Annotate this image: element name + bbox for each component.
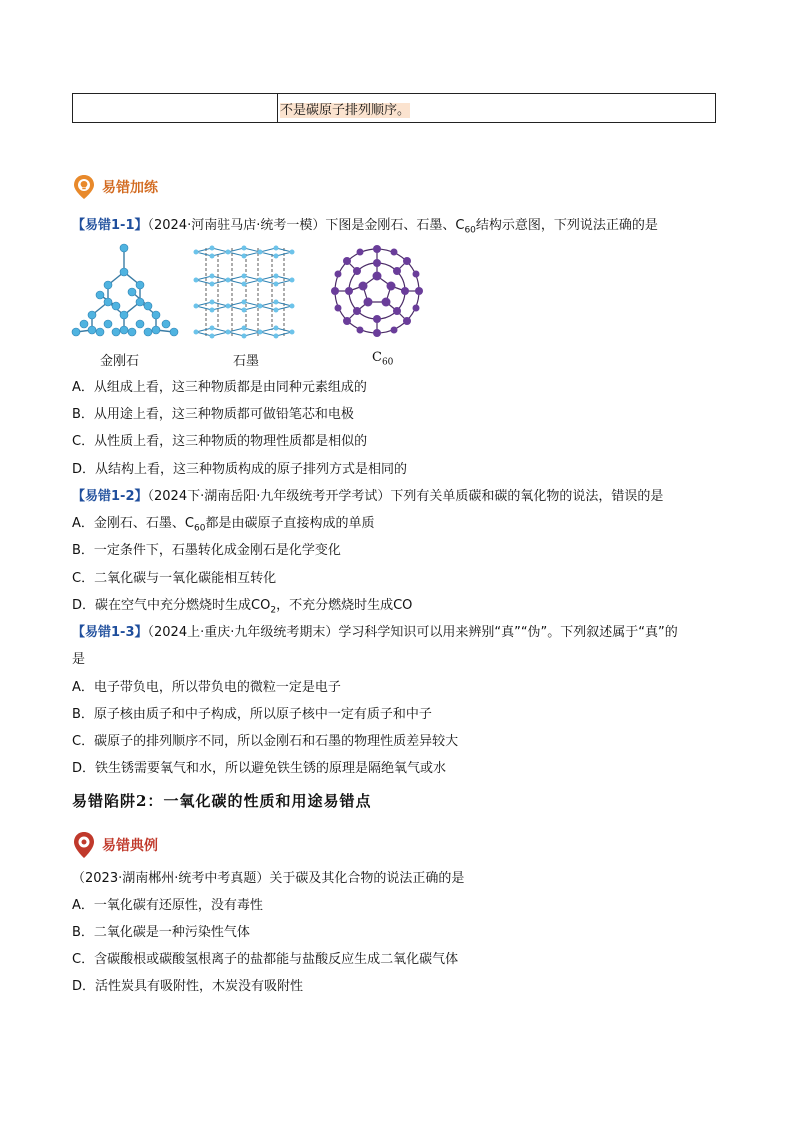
q3-stem-continued: 是 [72,652,86,667]
example-option-c: C．含碳酸根或碳酸氢根离子的盐都能与盐酸反应生成二氧化碳气体 [72,952,459,967]
c60-caption: $C_{60}$ [372,350,394,368]
q3-stem: 【易错1-3】（2024上·重庆·九年级统考期末）学习科学知识可以用来辨别“真”“伪”。下列叙述属于“真”的 [72,625,678,640]
example-stem: （2023·湖南郴州·统考中考真题）关于碳及其化合物的说法正确的是 [72,871,465,886]
graphite-structure-image [192,244,296,340]
table-left-cell [73,94,278,123]
q2-option-c: C．二氧化碳与一氧化碳能相互转化 [72,571,277,586]
practice-badge [72,174,158,200]
answer-table [72,93,716,123]
diamond-structure-image [70,240,182,340]
diamond-caption: 金刚石 [100,354,140,369]
q2-option-b: B．一定条件下，石墨转化成金刚石是化学变化 [72,543,341,558]
q1-option-a: A．从组成上看，这三种物质都是由同种元素组成的 [72,380,367,395]
trap-2-title: 易错陷阱2：一氧化碳的性质和用途易错点 [72,792,372,810]
q1-option-b: B．从用途上看，这三种物质都可做铅笔芯和电极 [72,407,354,422]
q1-option-d: D．从结构上看，这三种物质构成的原子排列方式是相同的 [72,462,408,477]
q2-option-d: D．碳在空气中充分燃烧时生成$CO_2$，不充分燃烧时生成CO [72,598,413,616]
q1-stem: 【易错1-1】（2024·河南驻马店·统考一模）下图是金刚石、石墨、$C_{60}$结构示意图，下列说法正确的是 [72,218,658,236]
lightbulb-pin-icon [72,174,96,200]
table-right-cell: 不是碳原子排列顺序。 [278,94,716,123]
location-pin-icon [72,831,96,859]
example-option-d: D．活性炭具有吸附性，木炭没有吸附性 [72,979,304,994]
q3-option-c: C．碳原子的排列顺序不同，所以金刚石和石墨的物理性质差异较大 [72,734,459,749]
example-badge [72,831,158,859]
q3-option-a: A．电子带负电，所以带负电的微粒一定是电子 [72,680,341,695]
q2-option-a: A．金刚石、石墨、$C_{60}$都是由碳原子直接构成的单质 [72,516,375,534]
q3-option-d: D．铁生锈需要氧气和水，所以避免铁生锈的原理是隔绝氧气或水 [72,761,447,776]
c60-structure-image [330,244,424,338]
q2-stem: 【易错1-2】（2024下·湖南岳阳·九年级统考开学考试）下列有关单质碳和碳的氧化物的说法，错误的是 [72,489,664,504]
example-badge-label: 易错典例 [102,838,158,854]
practice-badge-label: 易错加练 [102,180,158,196]
q3-option-b: B．原子核由质子和中子构成，所以原子核中一定有质子和中子 [72,707,432,722]
q1-option-c: C．从性质上看，这三种物质的物理性质都是相似的 [72,434,368,449]
example-option-a: A．一氧化碳有还原性，没有毒性 [72,898,263,913]
graphite-caption: 石墨 [233,354,260,369]
example-option-b: B．二氧化碳是一种污染性气体 [72,925,250,940]
